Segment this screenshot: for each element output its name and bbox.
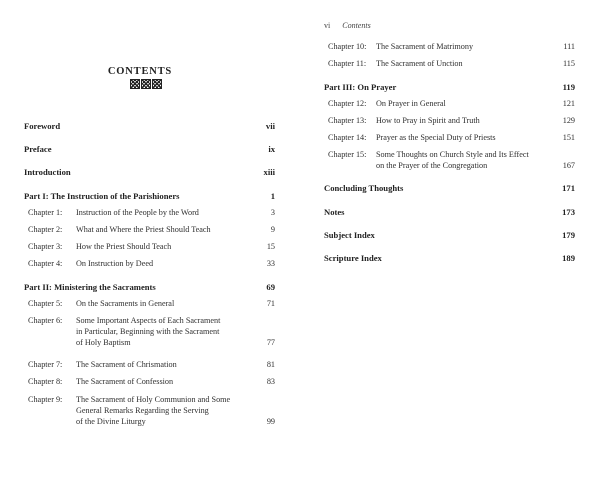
header-title: Contents (342, 21, 371, 30)
header-page-number: vi (324, 21, 331, 30)
contents-title: CONTENTS (107, 66, 173, 77)
right-page: vi Contents Chapter 10: The Sacrament of Matrimony 111 Chapter 11: The Sacrament of Unction 115 Part III: On Prayer 119 Chapter 12: On Prayer in General 121 Chapter 13: How to Pray in Spirit and Truth 129 Chapter 14: Prayer as the Special Duty of Priests 151 Chapter 15: Some Thoughts on Church Style and Its Effect on the Prayer of the Congregation 167 Concluding Thoughts 171 Notes 173 Subject Index 179 Scripture Index 189 (324, 21, 575, 263)
left-page: CONTENTS Foreword vii Preface ix Introduction xiii Part I: The Instruction of the Parishioners 1 Chapter 1: Instruction of the People by the Word 3 Chapter 2: What and Where the Priest Should Teach 9 Chapter 3: How the Priest Should Teach 15 Chapter 4: On Instruction by Deed 33 Part II: Ministering the Sacraments 69 Chapter 5: On the Sacraments in General 71 Chapter 6: Some Important Aspects of Each Sacrament in Particular, Beginning with the Sacrament of Holy Baptism 77 Chapter 7: The Sacrament of Chrismation 81 Chapter 8: The Sacrament of Confession 83 Chapter 9: The Sacrament of Holy Communion and Some General Remarks Regarding the Serving of the Divine Liturgy 99 (0, 0, 300, 477)
ornament-icon (130, 79, 162, 89)
running-header (324, 21, 371, 30)
